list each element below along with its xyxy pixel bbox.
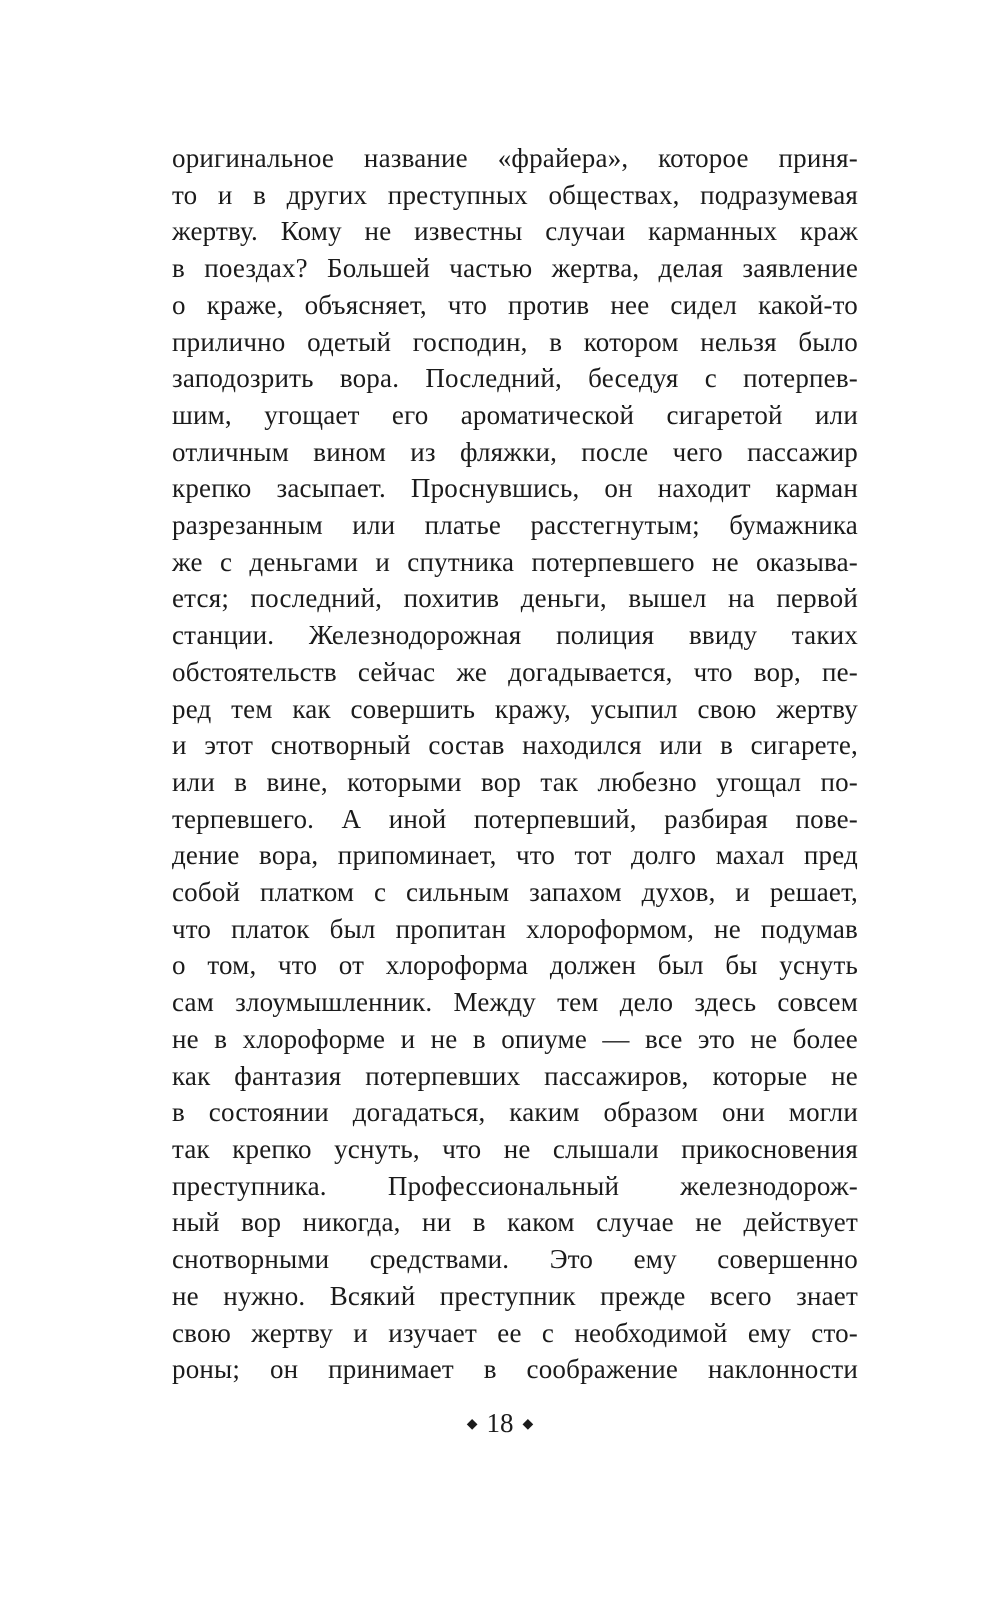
text-line: роны; он принимает в соображение наклонности <box>172 1354 858 1385</box>
text-line: то и в других преступных обществах, подразумевая <box>172 179 858 210</box>
text-line: что платок был пропитан хлороформом, не подумав <box>172 913 858 944</box>
text-line: отличным вином из фляжки, после чего пассажир <box>172 436 858 467</box>
text-line: или в вине, которыми вор так любезно угощал по- <box>172 766 858 797</box>
text-line: дение вора, припоминает, что тот долго махал пред <box>172 840 858 871</box>
footer-ornament-left-icon: ◆ <box>466 1417 478 1432</box>
text-line: шим, угощает его ароматической сигаретой или <box>172 399 858 430</box>
text-line: крепко засыпает. Проснувшись, он находит карман <box>172 473 858 504</box>
text-line: прилично одетый господин, в котором нельзя было <box>172 326 858 357</box>
text-line: ред тем как совершить кражу, усыпил свою жертву <box>172 693 858 724</box>
text-line: сам злоумышленник. Между тем дело здесь совсем <box>172 987 858 1018</box>
text-line: в состоянии догадаться, каким образом они могли <box>172 1097 858 1128</box>
text-line: ный вор никогда, ни в каком случае не действует <box>172 1207 858 1238</box>
text-line: снотворными средствами. Это ему совершенно <box>172 1244 858 1275</box>
text-line: в поездах? Большей частью жертва, делая заявление <box>172 253 858 284</box>
text-line: так крепко уснуть, что не слышали прикосновения <box>172 1133 858 1164</box>
text-line: ется; последний, похитив деньги, вышел на первой <box>172 583 858 614</box>
text-line: заподозрить вора. Последний, беседуя с потерпев- <box>172 363 858 394</box>
text-line: не нужно. Всякий преступник прежде всего знает <box>172 1280 858 1311</box>
page-number: 18 <box>486 1408 514 1438</box>
page-footer <box>0 1408 1000 1439</box>
text-line: разрезанным или платье расстегнутым; бумажника <box>172 510 858 541</box>
text-line: оригинальное название «фрайера», которое приня- <box>172 143 858 173</box>
paragraph-text <box>172 140 858 1388</box>
text-line: как фантазия потерпевших пассажиров, которые не <box>172 1060 858 1091</box>
text-line: свою жертву и изучает ее с необходимой ему сто- <box>172 1317 858 1348</box>
text-line: о краже, объясняет, что против нее сидел какой-то <box>172 289 858 320</box>
text-line: и этот снотворный состав находился или в сигарете, <box>172 730 858 761</box>
text-line: о том, что от хлороформа должен был бы уснуть <box>172 950 858 981</box>
footer-ornament-right-icon: ◆ <box>522 1417 534 1432</box>
text-line: терпевшего. А иной потерпевший, разбирая пове- <box>172 803 858 834</box>
text-line: не в хлороформе и не в опиуме — все это не более <box>172 1023 858 1054</box>
text-line: же с деньгами и спутника потерпевшего не оказыва- <box>172 546 858 577</box>
text-line: собой платком с сильным запахом духов, и решает, <box>172 877 858 908</box>
text-line: обстоятельств сейчас же догадывается, что вор, пе- <box>172 656 858 687</box>
text-line: жертву. Кому не известны случаи карманных краж <box>172 216 858 247</box>
text-line: преступника. Профессиональный железнодорож- <box>172 1170 858 1201</box>
text-line: станции. Железнодорожная полиция ввиду таких <box>172 620 858 651</box>
